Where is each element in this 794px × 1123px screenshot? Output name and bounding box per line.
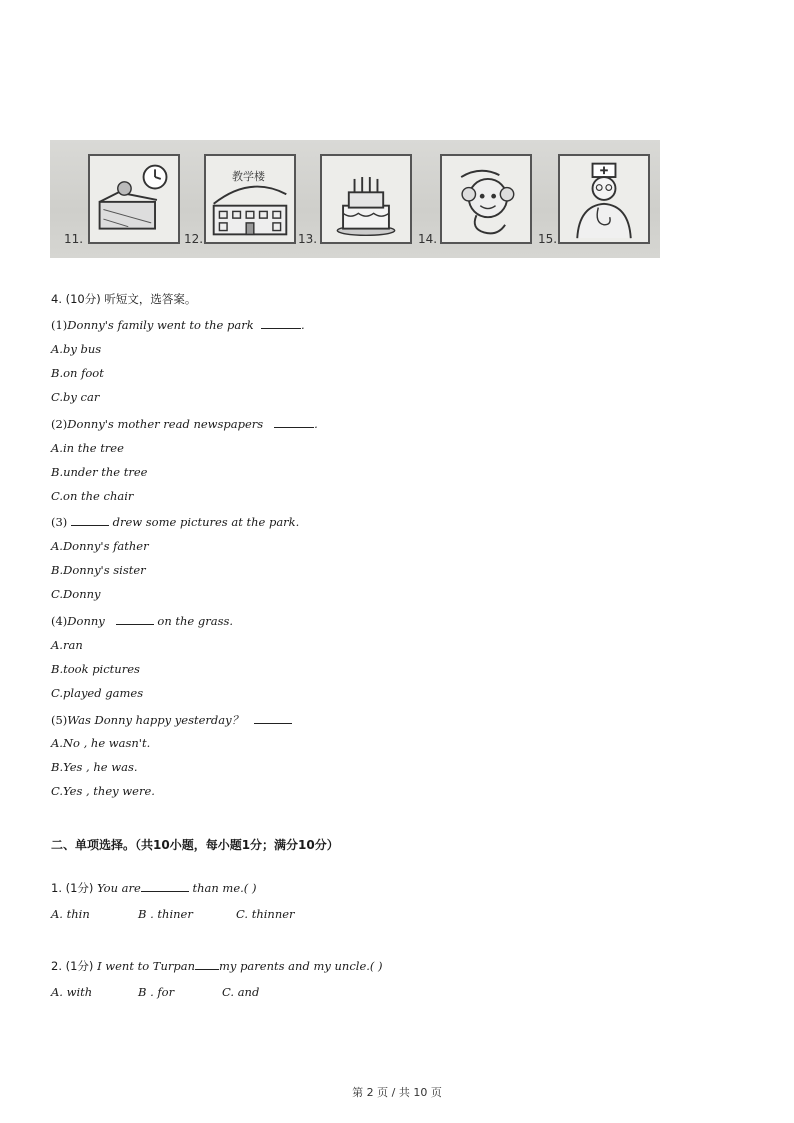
q4-4-stem: (4)Donny on the grass. (51, 614, 234, 628)
q4-4-option-a: A.ran (51, 638, 83, 652)
q4-5-option-b: B.Yes , he was. (51, 760, 138, 774)
q4-3-option-b: B.Donny's sister (51, 563, 146, 577)
answer-blank[interactable] (254, 713, 292, 724)
answer-blank[interactable] (71, 515, 109, 526)
q4-2-option-a: A.in the tree (51, 441, 124, 455)
q4-5-option-a: A.No , he wasn't. (51, 736, 151, 750)
picture-number-15: 15. (538, 232, 558, 246)
question-4-title: 4. (10分) 听短文，选答案。 (51, 292, 197, 306)
picture-number-11: 11. (64, 232, 84, 246)
q4-3-option-c: C.Donny (51, 587, 101, 601)
monkey-picture (440, 154, 532, 244)
q4-3-option-a: A.Donny's father (51, 539, 149, 553)
page-footer: 第 2 页 / 共 10 页 (352, 1086, 442, 1099)
q4-1-option-b: B.on foot (51, 366, 104, 380)
q4-1-stem: (1)Donny's family went to the park . (51, 318, 305, 332)
section2-q2-stem: 2. (1分) I went to Turpan my parents and my uncle.( ) (51, 959, 383, 973)
section2-q2-option-b: B . for (138, 985, 175, 999)
bed-clock-picture (88, 154, 180, 244)
picture-number-12: 12. (184, 232, 204, 246)
picture-number-14: 14. (418, 232, 438, 246)
doctor-picture (558, 154, 650, 244)
picture-strip (50, 140, 660, 258)
q4-5-option-c: C.Yes , they were. (51, 784, 155, 798)
answer-blank[interactable] (116, 614, 154, 625)
q4-4-option-b: B.took pictures (51, 662, 140, 676)
answer-blank[interactable] (141, 881, 189, 892)
q4-5-stem: (5)Was Donny happy yesterday？ (51, 712, 292, 728)
q4-2-stem: (2)Donny's mother read newspapers . (51, 417, 318, 431)
picture-number-13: 13. (298, 232, 318, 246)
section2-q2-option-c: C. and (222, 985, 260, 999)
section2-q1-option-a: A. thin (51, 907, 90, 921)
q4-2-option-c: C.on the chair (51, 489, 134, 503)
section2-q2-option-a: A. with (51, 985, 93, 999)
q4-4-option-c: C.played games (51, 686, 144, 700)
school-building-picture (204, 154, 296, 244)
building-sign: 教学楼 (232, 170, 265, 183)
section2-q1-stem: 1. (1分) You are than me.( ) (51, 881, 257, 895)
q4-3-stem: (3) drew some pictures at the park. (51, 515, 300, 529)
section2-q1-option-c: C. thinner (236, 907, 295, 921)
section-2-title: 二、单项选择。（共10小题，每小题1分；满分10分） (51, 838, 339, 852)
q4-1-option-a: A.by bus (51, 342, 102, 356)
answer-blank[interactable] (261, 318, 301, 329)
q4-2-option-b: B.under the tree (51, 465, 148, 479)
birthday-cake-picture (320, 154, 412, 244)
q4-1-option-c: C.by car (51, 390, 100, 404)
section2-q1-option-b: B . thiner (138, 907, 193, 921)
answer-blank[interactable] (274, 417, 314, 428)
answer-blank[interactable] (195, 959, 219, 970)
